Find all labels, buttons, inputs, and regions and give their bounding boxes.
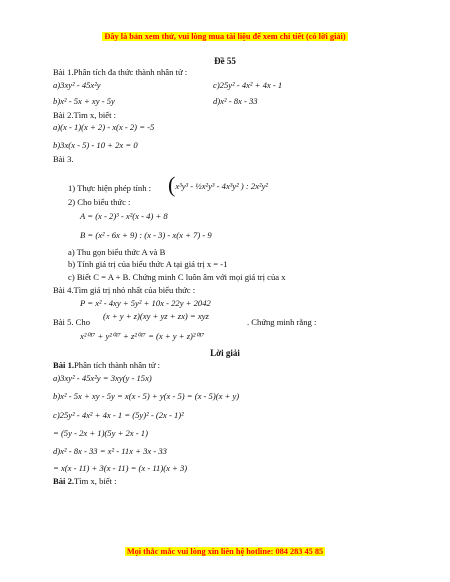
sol-line-1: a)3xy² - 45x²y = 3xy(y - 15x) — [53, 373, 152, 383]
bai5-expr1: (x + y + z)(xy + yz + zx) = xyz — [103, 311, 209, 321]
bai5-label: Bài 5. Cho — [53, 317, 91, 327]
sol-line-6: = x(x - 11) + 3(x - 11) = (x - 11)(x + 3) — [53, 463, 188, 473]
bai4-expr: P = x² - 4xy + 5y² + 10x - 22y + 2042 — [80, 298, 211, 308]
bai1-c: c)25y² - 4x² + 4x - 1 — [213, 80, 283, 90]
bai2-a: a)(x - 1)(x + 2) - x(x - 2) = -5 — [53, 122, 155, 132]
sol-bai2-heading-bold: Bài 2. — [53, 476, 75, 486]
bai3-B-expr: B = (x² - 6x + 9) : (x - 3) - x(x + 7) - 9 — [80, 230, 212, 240]
sol-line-5: d)x² - 8x - 33 = x² - 11x + 3x - 33 — [53, 446, 167, 456]
sol-line-4: = (5y - 2x + 1)(5y + 2x - 1) — [53, 428, 148, 438]
top-banner-wrap — [0, 26, 450, 44]
bottom-banner: Mọi thắc mắc vui lòng xin liên hệ hotline: 084 283 45 85 — [126, 547, 324, 556]
bai1-b: b)x² - 5x + xy - 5y — [53, 96, 115, 106]
bai2-heading: Bài 2.Tìm x, biết : — [53, 110, 117, 120]
sol-line-2: b)x² - 5x + xy - 5y = x(x - 5) + y(x - 5) = (x - 5)(x + y) — [53, 391, 240, 401]
bai3-A-expr: A = (x - 2)³ - x²(x - 4) + 8 — [80, 211, 168, 221]
sol-bai1-heading — [53, 360, 160, 371]
bottom-banner-wrap — [0, 541, 450, 559]
sol-bai2-heading — [53, 476, 117, 487]
bai5-tail: . Chứng minh rằng : — [247, 317, 317, 327]
solution-title: Lời giải — [210, 348, 240, 358]
bai1-d: d)x² - 8x - 33 — [213, 96, 258, 106]
bai5-expr2: x²⁰¹⁷ + y²⁰¹⁷ + z²⁰¹⁷ = (x + y + z)²⁰¹⁷ — [80, 331, 205, 341]
bai3-qc: c) Biết C = A + B. Chứng minh C luôn âm với mọi giá trị của x — [68, 272, 286, 282]
bai1-a: a)3xy² - 45x²y — [53, 80, 101, 90]
sol-bai1-heading-rest: Phân tích thành nhân tử : — [74, 360, 161, 370]
sol-bai1-heading-bold: Bài 1. — [53, 360, 75, 370]
bai3-item1-label: 1) Thực hiện phép tính : — [68, 183, 152, 193]
top-banner: Đây là bản xem thử, vui lòng mua tài liệu để xem chi tiết (có lời giải) — [104, 32, 346, 41]
big-paren-left: ( — [168, 172, 176, 197]
bai1-heading: Bài 1.Phân tích đa thức thành nhân tử : — [53, 67, 188, 77]
sol-bai2-heading-rest: Tìm x, biết : — [74, 476, 117, 486]
bai3-qa: a) Thu gọn biểu thức A và B — [68, 247, 166, 257]
sol-line-3: c)25y² - 4x² + 4x - 1 = (5y)² - (2x - 1)² — [53, 410, 184, 420]
bai3-item1-expr: x³y³ - ½x²y³ - 4x³y² ) : 2x²y² — [175, 181, 268, 191]
bai3-qb: b) Tính giá trị của biểu thức A tại giá trị x = -1 — [68, 259, 228, 269]
bai3-item2-label: 2) Cho biểu thức : — [68, 197, 131, 207]
bai2-b: b)3x(x - 5) - 10 + 2x = 0 — [53, 140, 138, 150]
page-title: Đề 55 — [214, 56, 236, 66]
bai3-item1-expr-wrap — [168, 172, 268, 197]
bai3-heading: Bài 3. — [53, 154, 74, 164]
bai4-heading: Bài 4.Tìm giá trị nhỏ nhất của biểu thức : — [53, 285, 196, 295]
